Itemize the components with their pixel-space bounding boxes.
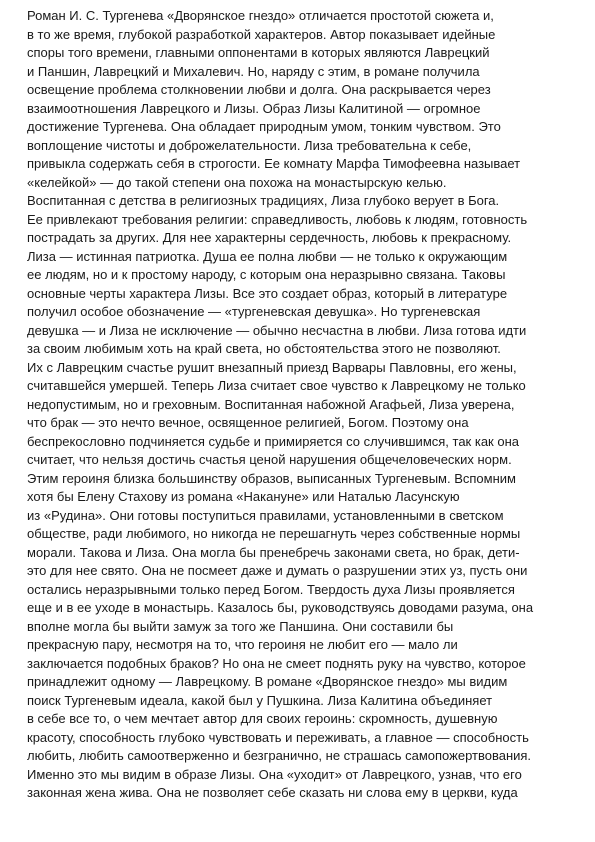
text-line: считает, что нельзя достичь счастья ценой нарушения общечеловеческих норм. xyxy=(27,452,512,467)
text-line: это для нее свято. Она не посмеет даже и думать о разрушении этих уз, пусть они xyxy=(27,563,528,578)
text-line: остались неразрывными только перед Богом. Твердость духа Лизы проявляется xyxy=(27,581,515,597)
text-line: морали. Такова и Лиза. Она могла бы пренебречь законами света, но брак, дети- xyxy=(27,544,520,560)
text-line: считавшейся умершей. Теперь Лиза считает свое чувство к Лаврецкому не только xyxy=(27,378,526,393)
text-line: ее людям, но и к простому народу, с которым она неразрывно связана. Таковы xyxy=(27,267,506,282)
text-line: красоту, способность глубоко чувствовать и переживать, а главное — способность xyxy=(27,729,529,745)
text-line: беспрекословно подчиняется судьбе и примиряется со случившимся, так как она xyxy=(27,433,520,449)
text-line: освещение проблема столкновении любви и долга. Она раскрывается через xyxy=(27,82,491,97)
text-line: обществе, ради любимого, но никогда не перешагнуть через собственные нормы xyxy=(27,526,521,541)
text-line: еще и в ее уходе в монастырь. Казалось бы, руководствуясь доводами разума, она xyxy=(27,600,534,615)
text-line: законная жена жива. Она не позволяет себе сказать ни слова ему в церкви, куда xyxy=(27,785,518,800)
text-line: за своим любимым хоть на край света, но обстоятельства этого не позволяют. xyxy=(27,341,501,356)
text-line: прекрасную пару, несмотря на то, что героиня не любит его — мало ли xyxy=(27,637,458,652)
text-line: в то же время, глубокой разработкой характеров. Автор показывает идейные xyxy=(27,26,496,42)
text-line: воплощение чистоты и доброжелательности. Лиза требовательна к себе, xyxy=(27,137,472,153)
text-line: Роман И. С. Тургенева «Дворянское гнездо» отличается простотой сюжета и, xyxy=(27,8,494,23)
text-line: заключается подобных браков? Но она не смеет поднять руку на чувство, которое xyxy=(27,655,526,671)
text-line: девушка — и Лиза не исключение — обычно несчастна в любви. Лиза готова идти xyxy=(27,322,527,338)
text-line: основные черты характера Лизы. Все это создает образ, который в литературе xyxy=(27,285,508,301)
text-line: взаимоотношения Лаврецкого и Лизы. Образ Лизы Калитиной — огромное xyxy=(27,100,481,116)
text-line: Именно это мы видим в образе Лизы. Она «уходит» от Лаврецкого, узнав, что его xyxy=(27,766,522,782)
text-line: любить, любить самоотверженно и безгранично, не страшась самопожертвования. xyxy=(27,748,532,763)
text-line: недопустимым, но и греховным. Воспитанная набожной Агафьей, Лиза уверена, xyxy=(27,396,515,412)
text-line: Этим героиня близка большинству образов, выписанных Тургеневым. Вспомним xyxy=(27,470,516,486)
text-line: из «Рудина». Они готовы поступиться правилами, установленными в светском xyxy=(27,507,504,523)
text-line: Ее привлекают требования религии: справедливость, любовь к людям, готовность xyxy=(27,211,528,227)
text-line: принадлежит одному — Лаврецкому. В романе «Дворянское гнездо» мы видим xyxy=(27,674,508,689)
text-line: Лиза — истинная патриотка. Душа ее полна любви — не только к окружающим xyxy=(27,248,508,264)
text-line: поиск Тургеневым идеала, какой был у Пушкина. Лиза Калитина объединяет xyxy=(27,692,493,708)
text-line: споры того времени, главными оппонентами в которых являются Лаврецкий xyxy=(27,45,490,60)
text-line: «келейкой» — до такой степени она похожа на монастырскую келью. xyxy=(27,174,447,190)
text-line: хотя бы Елену Стахову из романа «Накануне» или Наталью Ласунскую xyxy=(27,489,460,504)
text-line: привыкла содержать себя в строгости. Ее комнату Марфа Тимофеевна называет xyxy=(27,156,521,171)
text-line: что брак — это нечто вечное, освященное религией, Богом. Поэтому она xyxy=(27,415,469,430)
text-line: получил особое обозначение — «тургеневская девушка». Но тургеневская xyxy=(27,304,481,319)
essay-text xyxy=(27,7,581,803)
text-line: и Паншин, Лаврецкий и Михалевич. Но, наряду с этим, в романе получила xyxy=(27,63,480,79)
text-line: в себе все то, о чем мечтает автор для своих героинь: скромность, душевную xyxy=(27,711,498,726)
text-line: пострадать за других. Для нее характерны сердечность, любовь к прекрасному. xyxy=(27,230,512,245)
text-line: Воспитанная с детства в религиозных традициях, Лиза глубоко верует в Бога. xyxy=(27,193,500,208)
text-line: вполне могла бы выйти замуж за того же Паншина. Они составили бы xyxy=(27,618,454,634)
text-line: достижение Тургенева. Она обладает природным умом, тонким чувством. Это xyxy=(27,119,501,134)
text-line: Их с Лаврецким счастье рушит внезапный приезд Варвары Павловны, его жены, xyxy=(27,359,517,375)
